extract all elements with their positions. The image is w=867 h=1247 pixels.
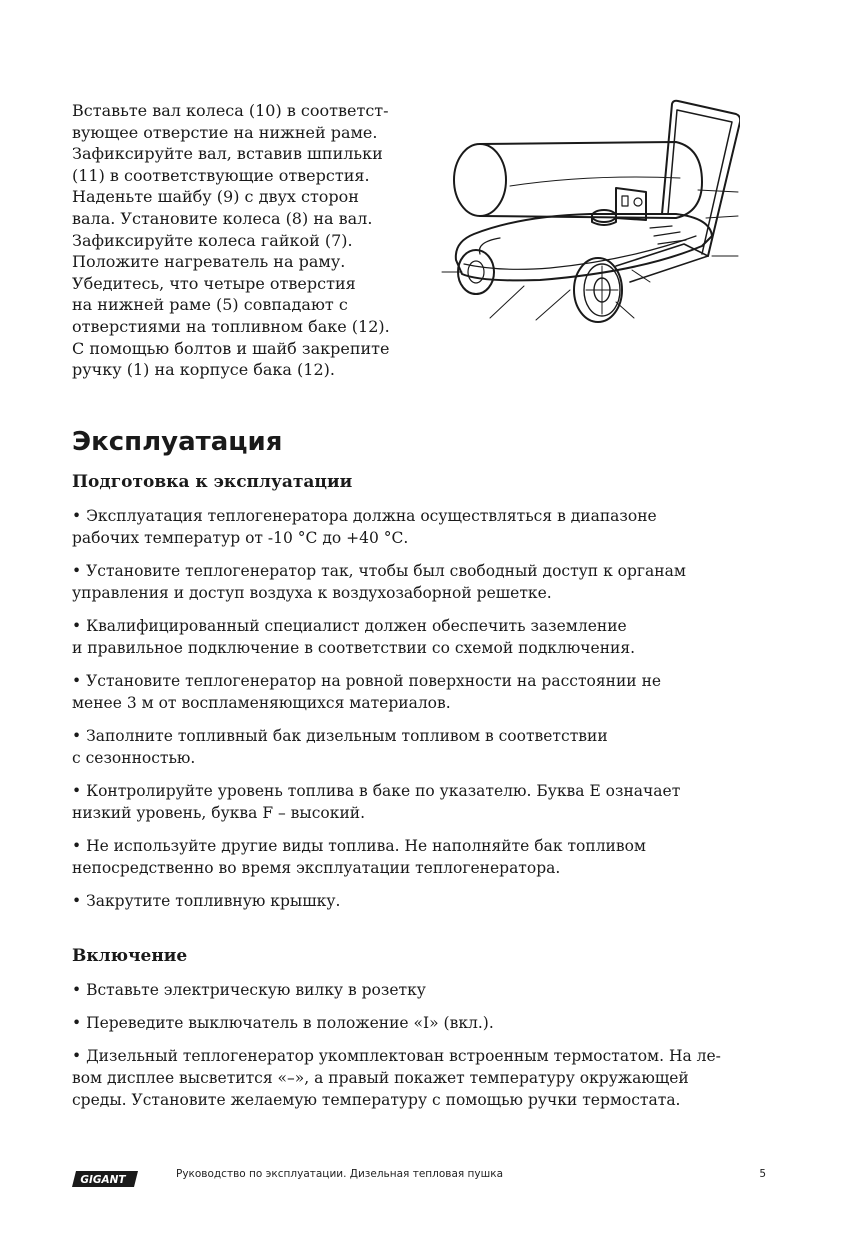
switching-on-list — [72, 979, 772, 1122]
footer-text: Руководство по эксплуатации. Дизельная тепловая пушка — [176, 1168, 504, 1180]
list-item-line: • Эксплуатация теплогенератора должна осуществляться в диапазоне — [72, 507, 657, 525]
list-item — [72, 725, 772, 769]
list-item-line: • Вставьте электрическую вилку в розетку — [72, 981, 426, 999]
list-item-line: непосредственно во время эксплуатации теплогенератора. — [72, 859, 561, 877]
section-title: Эксплуатация — [72, 427, 283, 457]
list-item-line: среды. Установите желаемую температуру с помощью ручки термостата. — [72, 1091, 681, 1109]
list-item-line: • Контролируйте уровень топлива в баке по указателю. Буква E означает — [72, 782, 681, 800]
list-item — [72, 670, 772, 714]
list-item-line: • Дизельный теплогенератор укомплектован встроенным термостатом. На ле- — [72, 1047, 721, 1065]
intro-line: С помощью болтов и шайб закрепите — [72, 338, 390, 358]
intro-line: ручку (1) на корпусе бака (12). — [72, 360, 335, 380]
intro-line: отверстиями на топливном баке (12). — [72, 316, 390, 336]
intro-line: Наденьте шайбу (9) с двух сторон — [72, 187, 359, 207]
list-item — [72, 835, 772, 879]
preparation-list — [72, 505, 772, 923]
intro-line: Положите нагреватель на раму. — [72, 252, 346, 272]
intro-line: Зафиксируйте вал, вставив шпильки — [72, 144, 383, 164]
assembly-instructions — [72, 100, 432, 381]
list-item-line: • Закрутите топливную крышку. — [72, 892, 341, 910]
gigant-logo — [72, 1170, 138, 1188]
intro-line: вала. Установите колеса (8) на вал. — [72, 208, 373, 228]
list-item — [72, 505, 772, 549]
logo-text: GIGANT — [80, 1174, 126, 1186]
switching-on-title: Включение — [72, 946, 188, 966]
preparation-title: Подготовка к эксплуатации — [72, 472, 353, 492]
list-item — [72, 615, 772, 659]
intro-line: Вставьте вал колеса (10) в соответст- — [72, 101, 389, 120]
list-item — [72, 1012, 772, 1034]
list-item-line: рабочих температур от -10 °С до +40 °С. — [72, 529, 409, 547]
list-item-line: • Квалифицированный специалист должен обеспечить заземление — [72, 617, 627, 635]
intro-line: Убедитесь, что четыре отверстия — [72, 273, 356, 293]
list-item-line: управления и доступ воздуха к воздухозаборной решетке. — [72, 584, 552, 602]
page-number: 5 — [759, 1168, 766, 1180]
intro-line: Зафиксируйте колеса гайкой (7). — [72, 230, 353, 250]
list-item-line: низкий уровень, буква F – высокий. — [72, 804, 366, 822]
list-item-line: • Установите теплогенератор так, чтобы был свободный доступ к органам — [72, 562, 686, 580]
list-item — [72, 1045, 772, 1111]
list-item-line: и правильное подключение в соответствии со схемой подключения. — [72, 639, 636, 657]
list-item-line: • Установите теплогенератор на ровной поверхности на расстоянии не — [72, 672, 662, 690]
list-item — [72, 560, 772, 604]
list-item-line: менее 3 м от воспламеняющихся материалов. — [72, 694, 451, 712]
list-item — [72, 890, 772, 912]
intro-line: (11) в соответствующие отверстия. — [72, 165, 370, 185]
list-item-line: • Заполните топливный бак дизельным топливом в соответствии — [72, 727, 608, 745]
list-item — [72, 780, 772, 824]
list-item — [72, 979, 772, 1001]
list-item-line: • Переведите выключатель в положение «I» (вкл.). — [72, 1014, 494, 1032]
diesel-heater-illustration — [440, 96, 740, 330]
list-item-line: с сезонностью. — [72, 749, 196, 767]
list-item-line: • Не используйте другие виды топлива. Не наполняйте бак топливом — [72, 837, 646, 855]
page-footer — [72, 1164, 772, 1190]
intro-line: вующее отверстие на нижней раме. — [72, 122, 378, 142]
intro-line: на нижней раме (5) совпадают с — [72, 295, 348, 315]
list-item-line: вом дисплее высветится «–», а правый покажет температуру окружающей — [72, 1069, 689, 1087]
